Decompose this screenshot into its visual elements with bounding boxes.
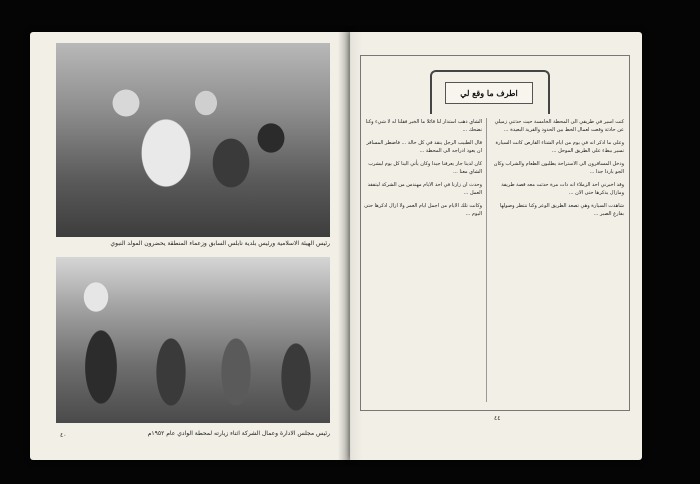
page-number-right: ٤٤ [494,415,501,422]
caption-top: رئيس الهيئة الاسلامية ورئيس بلدية نابلس السابق وزعماء المنطقة يحضرون المولد النبوي [110,240,330,247]
paragraph: شاهدت السيارة وهي تصعد الطريق الوعر وكنا ننتظر وصولها بفارغ الصبر ... [499,203,624,217]
paragraph: وعلى ما اذكر انه في يوم من ايام الشتاء القارص كانت السيارة تسير ببطء على الطريق الموحل ... [495,140,624,154]
paragraph: قال الطبيب الرجل ينقذ في كل حالة ... فاضطر المسافر ان يعود ادراجه الى المحطة ... [366,140,482,154]
caption-bottom: رئيس مجلس الادارة وعمال الشركة اثناء زيارته لمحطة الوادي عام ١٩٥٢م [147,430,330,437]
article-title: اطرف ما وقع لي [460,88,518,98]
paragraph: وحدث ان زارنا في احد الايام مهندس من الشركة ليتفقد العمل ... [367,182,482,196]
article-column-right [492,118,624,223]
column-divider [486,118,487,402]
paragraph: وكانت تلك الايام من اجمل ايام العمر ولا ازال اذكرها حتى اليوم ... [364,203,482,217]
page-number-left: ٤٠ [60,432,67,439]
photo-board-members [56,257,330,423]
title-box [445,82,533,104]
book-gutter [338,32,362,460]
paragraph: ودخل المسافرون الى الاستراحة يطلبون الطعام والشراب وكان الجو باردا جدا ... [493,161,624,175]
article-column-left [364,118,482,223]
paragraph: كنت اسير في طريقي الى المحطة الخامسة حيث حدثني زميلي عن حادثة وقعت لعمال الخط بين الحدود والقرية البعيدة ... [494,119,624,133]
paragraph: كان لدينا جار يعرفنا جيدا وكان يأتي الينا كل يوم ليشرب الشاي معنا ... [368,161,482,175]
paragraph: الشاي ذهب استدار لنا قائلا ما الخبر فقلنا له لا شيء وكنا نضحك ... [365,119,482,133]
photo-committee-meeting [56,43,330,237]
paragraph: وقد اخبرني احد الزملاء انه ذات مرة حدثت معه قصة طريفة ومازال يذكرها حتى الان ... [501,182,624,196]
